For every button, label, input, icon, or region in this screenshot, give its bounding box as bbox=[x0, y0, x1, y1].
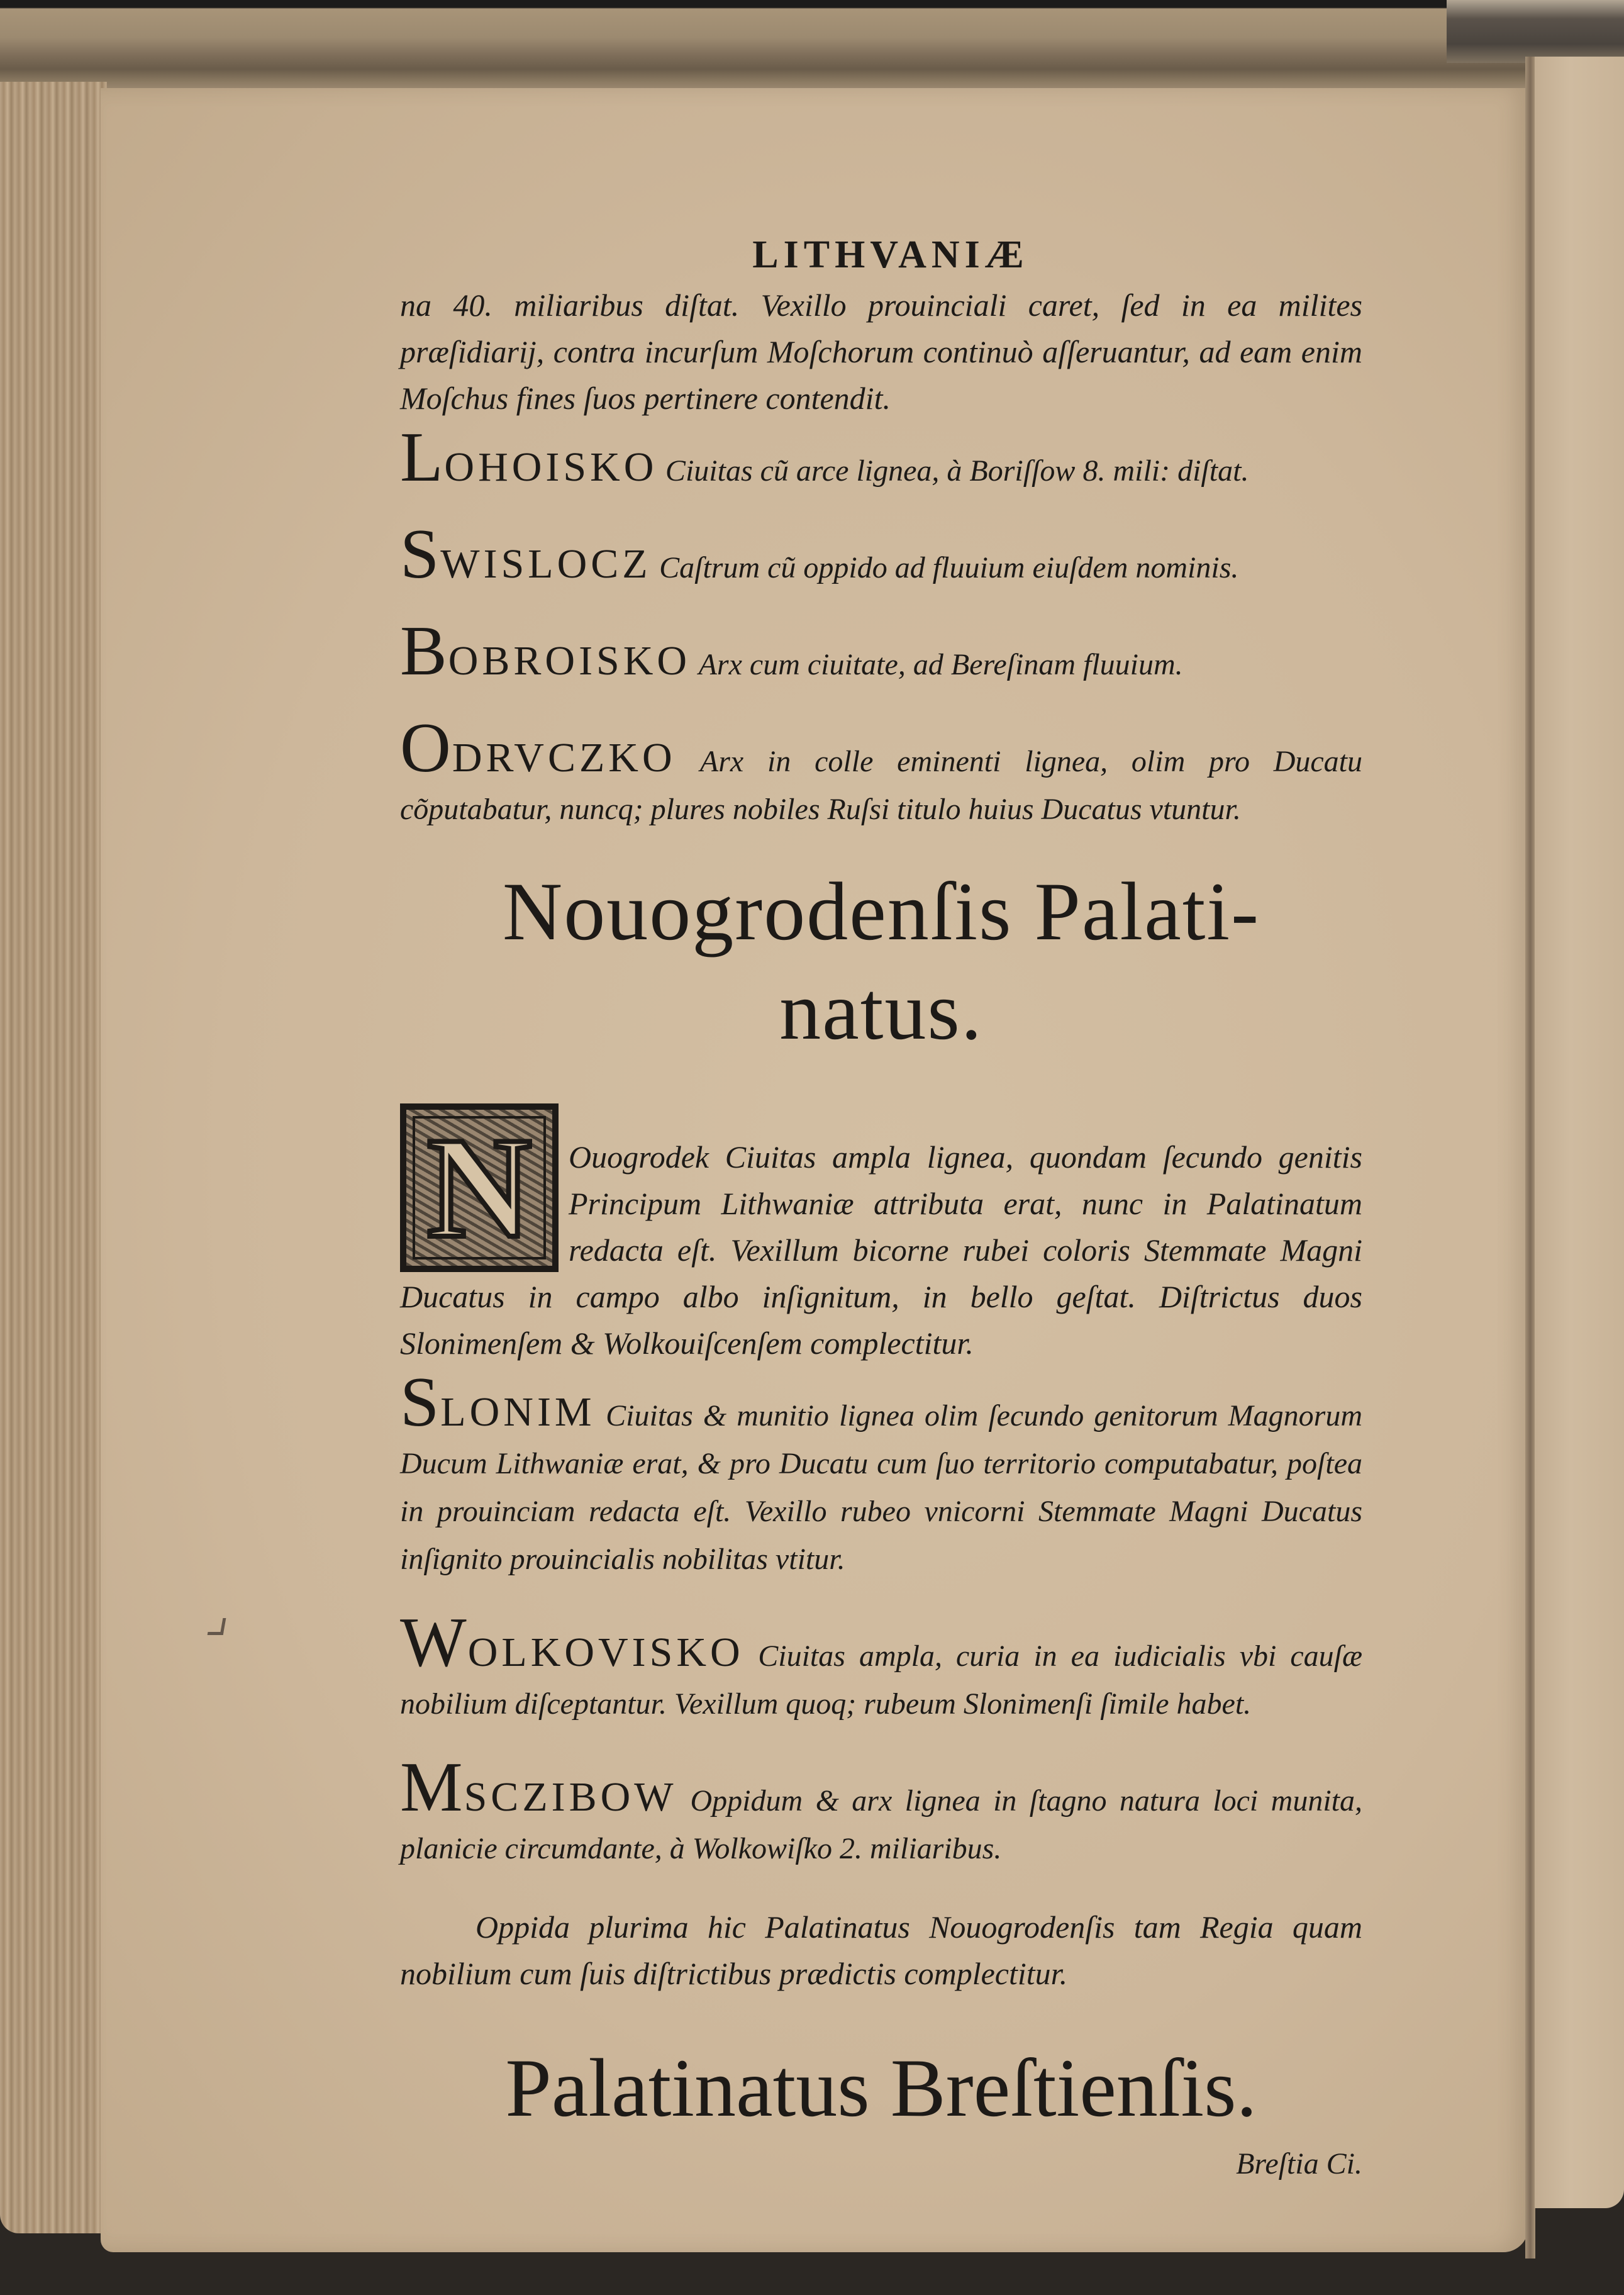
dropcap-letter: N bbox=[426, 1107, 532, 1268]
entry-name: WOLKOVISKO bbox=[400, 1604, 744, 1682]
catchword: Breſtia Ci. bbox=[1236, 2147, 1362, 2181]
book-gutter bbox=[1525, 57, 1535, 2259]
stray-ink-mark bbox=[208, 1618, 226, 1635]
entries-part2 bbox=[400, 1363, 1363, 1872]
entry-bobroisko bbox=[400, 612, 1362, 690]
entry-description: Ciuitas & munitio lignea olim ſecundo genitorum Magnorum Ducum Lithwaniæ erat, & pro Ducatu cum ſuo territorio computabatur, poſtea in prouinciam redacta eſt. Vexillo rubeo vnicorni Stemmate Magni Ducatus inſignito prouincialis nobilitas vtitur. bbox=[400, 1399, 1363, 1576]
entry-name: MSCZIBOW bbox=[400, 1748, 677, 1826]
facing-page-edge bbox=[1535, 57, 1624, 2208]
entry-odruczko bbox=[400, 709, 1363, 833]
entry-swislocz bbox=[400, 515, 1362, 593]
entry-msczibow bbox=[400, 1748, 1363, 1872]
text-block bbox=[400, 233, 1362, 2181]
entry-description: Arx cum ciuitate, ad Bereſinam fluuium. bbox=[698, 648, 1183, 681]
entries-part1 bbox=[400, 418, 1363, 833]
book-top-edge bbox=[0, 0, 1624, 94]
woodcut-initial-n-icon bbox=[400, 1103, 559, 1272]
entry-name: SWISLOCZ bbox=[400, 515, 652, 593]
section-title: Nouogrodenſis Palati- bbox=[502, 865, 1260, 958]
entry-name: SLONIM bbox=[400, 1363, 596, 1441]
entry-description: Arx in colle eminenti lignea, olim pro Ducatu cõputabatur, nuncq; plures nobiles Ruſsi titulo huius Ducatus vtuntur. bbox=[400, 745, 1363, 826]
entry-description: Ciuitas cũ arce lignea, à Boriſſow 8. mili: diſtat. bbox=[665, 454, 1249, 488]
book-top-edge-right bbox=[1447, 0, 1624, 63]
entry-name: BOBROISKO bbox=[400, 612, 691, 690]
entry-description: Oppidum & arx lignea in ſtagno natura loci munita, planicie circumdante, à Wolkowiſko 2. miliaribus. bbox=[400, 1784, 1363, 1865]
closing-paragraph: Oppida plurima hic Palatinatus Nouogrodenſis tam Regia quam nobilium cum ſuis diſtrictibus prædictis complectitur. bbox=[400, 1909, 1362, 1991]
running-head: LITHVANIÆ bbox=[752, 233, 1029, 276]
entry-description: Ciuitas ampla, curia in ea iudicialis vbi cauſæ nobilium diſceptantur. Vexillum quoq; rubeum Slonimenſi ſimile habet. bbox=[400, 1639, 1363, 1721]
page-stack-left-edge bbox=[0, 82, 107, 2233]
dropcap-paragraph-block bbox=[400, 1096, 1362, 1366]
entry-lohoisko bbox=[400, 418, 1362, 496]
section-title-continuation: natus. bbox=[779, 964, 983, 1057]
dropcap-paragraph: Ouogrodek Ciuitas ampla lignea, quondam ſecundo genitis Principum Lithwaniæ attributa erat, nunc in Palatinatum redacta eſt. Vexillum bicorne rubei coloris Stemmate Magni Ducatus in campo albo inſignitum, in bello geſtat. Diſtrictus duos Slonimenſem & Wolkouiſcenſem complectitur. bbox=[400, 1139, 1362, 1361]
entry-name: LOHOISKO bbox=[400, 418, 658, 496]
entry-name: ODRVCZKO bbox=[400, 709, 676, 787]
entry-description: Caſtrum cũ oppido ad fluuium eiuſdem nominis. bbox=[659, 551, 1239, 584]
entry-wolkovisko bbox=[400, 1604, 1363, 1728]
opening-paragraph: na 40. miliaribus diſtat. Vexillo prouinciali caret, ſed in ea milites præſidiarij, contra incurſum Moſchorum continuò aſſeruantur, ad eam enim Moſchus fines ſuos pertinere contendit. bbox=[400, 288, 1362, 416]
next-section-title: Palatinatus Breſtienſis. bbox=[505, 2041, 1257, 2134]
entry-slonim bbox=[400, 1363, 1363, 1583]
